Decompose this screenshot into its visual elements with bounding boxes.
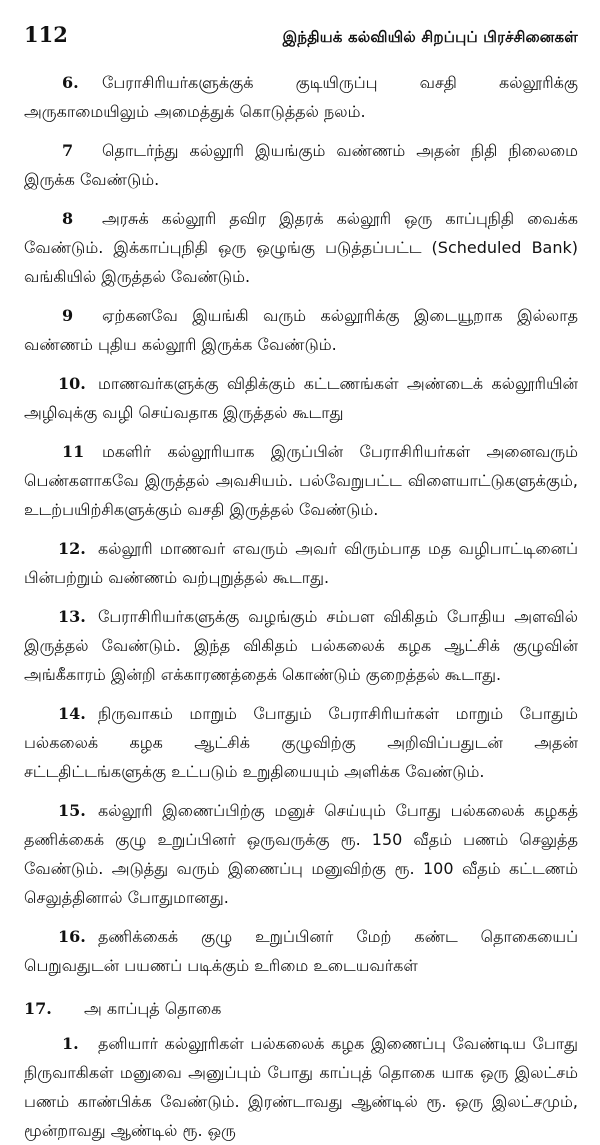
sub-paragraph-number: 1. [62,1034,79,1053]
numbered-paragraph [24,699,578,786]
section-heading [24,994,578,1023]
numbered-paragraph [24,796,578,912]
numbered-paragraph [24,534,578,592]
paragraph-number: 16. [58,927,86,946]
page-header [24,22,578,48]
paragraph-text: கல்லூரி மாணவர் எவரும் அவர் விரும்பாத மத வழிபாட்டினைப் பின்பற்றும் வண்ணம் வற்புறுத்தல் கூடாது. [24,539,578,587]
paragraph-list [24,68,578,980]
numbered-paragraph [24,204,578,291]
paragraph-text: அரசுக் கல்லூரி தவிர இதரக் கல்லூரி ஒரு காப்புநிதி வைக்க வேண்டும். இக்காப்புநிதி ஒரு ஒழுங்கு படுத்தப்பட்ட (Scheduled Bank) வங்கியில் இருத்தல் வேண்டும். [24,209,578,286]
paragraph-number: 10. [58,374,86,393]
paragraph-text: மகளிர் கல்லூரியாக இருப்பின் பேராசிரியர்கள் அனைவரும் பெண்களாகவே இருத்தல் அவசியம். பல்வேறுபட்ட விளையாட்டுகளுக்கும், உடற்பயிற்சிகளுக்கும் வசதி இருத்தல் வேண்டும். [24,442,578,519]
numbered-paragraph [24,922,578,980]
paragraph-text: தணிக்கைக் குழு உறுப்பினர் மேற் கண்ட தொகையைப் பெறுவதுடன் பயணப் படிக்கும் உரிமை உடையவர்கள் [24,927,578,975]
paragraph-text: கல்லூரி இணைப்பிற்கு மனுச் செய்யும் போது பல்கலைக் கழகத் தணிக்கைக் குழு உறுப்பினர் ஒருவருக்கு ரூ. 150 வீதம் பணம் செலுத்த வேண்டும். அடுத்து வரும் இணைப்பு மனுவிற்கு ரூ. 100 வீதம் கட்டணம் செலுத்தினால் போதுமானது. [24,801,578,907]
paragraph-number: 8 [62,209,74,228]
numbered-paragraph [24,437,578,524]
numbered-paragraph [24,369,578,427]
paragraph-text: ஏற்கனவே இயங்கி வரும் கல்லூரிக்கு இடையூறாக இல்லாத வண்ணம் புதிய கல்லூரி இருக்க வேண்டும். [24,306,578,354]
paragraph-text: பேராசிரியர்களுக்கு வழங்கும் சம்பள விகிதம் போதிய அளவில் இருத்தல் வேண்டும். இந்த விகிதம் பல்கலைக் கழக ஆட்சிக் குழுவின் அங்கீகாரம் இன்றி எக்காரணத்தைக் கொண்டும் குறைத்தல் கூடாது. [24,607,578,684]
section-title: அ காப்புத் தொகை [84,999,222,1018]
paragraph-number: 9 [62,306,74,325]
paragraph-text: தொடர்ந்து கல்லூரி இயங்கும் வண்ணம் அதன் நிதி நிலைமை இருக்க வேண்டும். [24,141,578,189]
paragraph-text: மாணவர்களுக்கு விதிக்கும் கட்டணங்கள் அண்டைக் கல்லூரியின் அழிவுக்கு வழி செய்வதாக இருத்தல் கூடாது [24,374,578,422]
numbered-paragraph [24,136,578,194]
paragraph-number: 14. [58,704,86,723]
sub-paragraph [24,1029,578,1145]
section-number: 17. [24,999,52,1018]
numbered-paragraph [24,602,578,689]
paragraph-number: 7 [62,141,74,160]
numbered-paragraph [24,301,578,359]
paragraph-number: 6. [62,73,79,92]
page-number: 112 [24,22,68,47]
paragraph-number: 15. [58,801,86,820]
paragraph-number: 13. [58,607,86,626]
paragraph-number: 11 [62,442,85,461]
paragraph-number: 12. [58,539,86,558]
paragraph-text: நிருவாகம் மாறும் போதும் பேராசிரியர்கள் மாறும் போதும் பல்கலைக் கழக ஆட்சிக் குழுவிற்கு அறிவிப்பதுடன் அதன் சட்டதிட்டங்களுக்கு உட்படும் உறுதியையும் அளிக்க வேண்டும். [24,704,578,781]
paragraph-text: பேராசிரியர்களுக்குக் குடியிருப்பு வசதி கல்லூரிக்கு அருகாமையிலும் அமைத்துக் கொடுத்தல் நலம். [24,73,578,121]
running-title: இந்தியக் கல்வியில் சிறப்புப் பிரச்சினைகள் [282,28,578,46]
sub-paragraph-text: தனியார் கல்லூரிகள் பல்கலைக் கழக இணைப்பு வேண்டிய போது நிருவாகிகள் மனுவை அனுப்பும் போது காப்புத் தொகை யாக ஒரு இலட்சம் பணம் காண்பிக்க வேண்டும். இரண்டாவது ஆண்டில் ரூ. ஒரு இலட்சமும், மூன்றாவது ஆண்டில் ரூ. ஒரு [24,1034,578,1140]
numbered-paragraph [24,68,578,126]
